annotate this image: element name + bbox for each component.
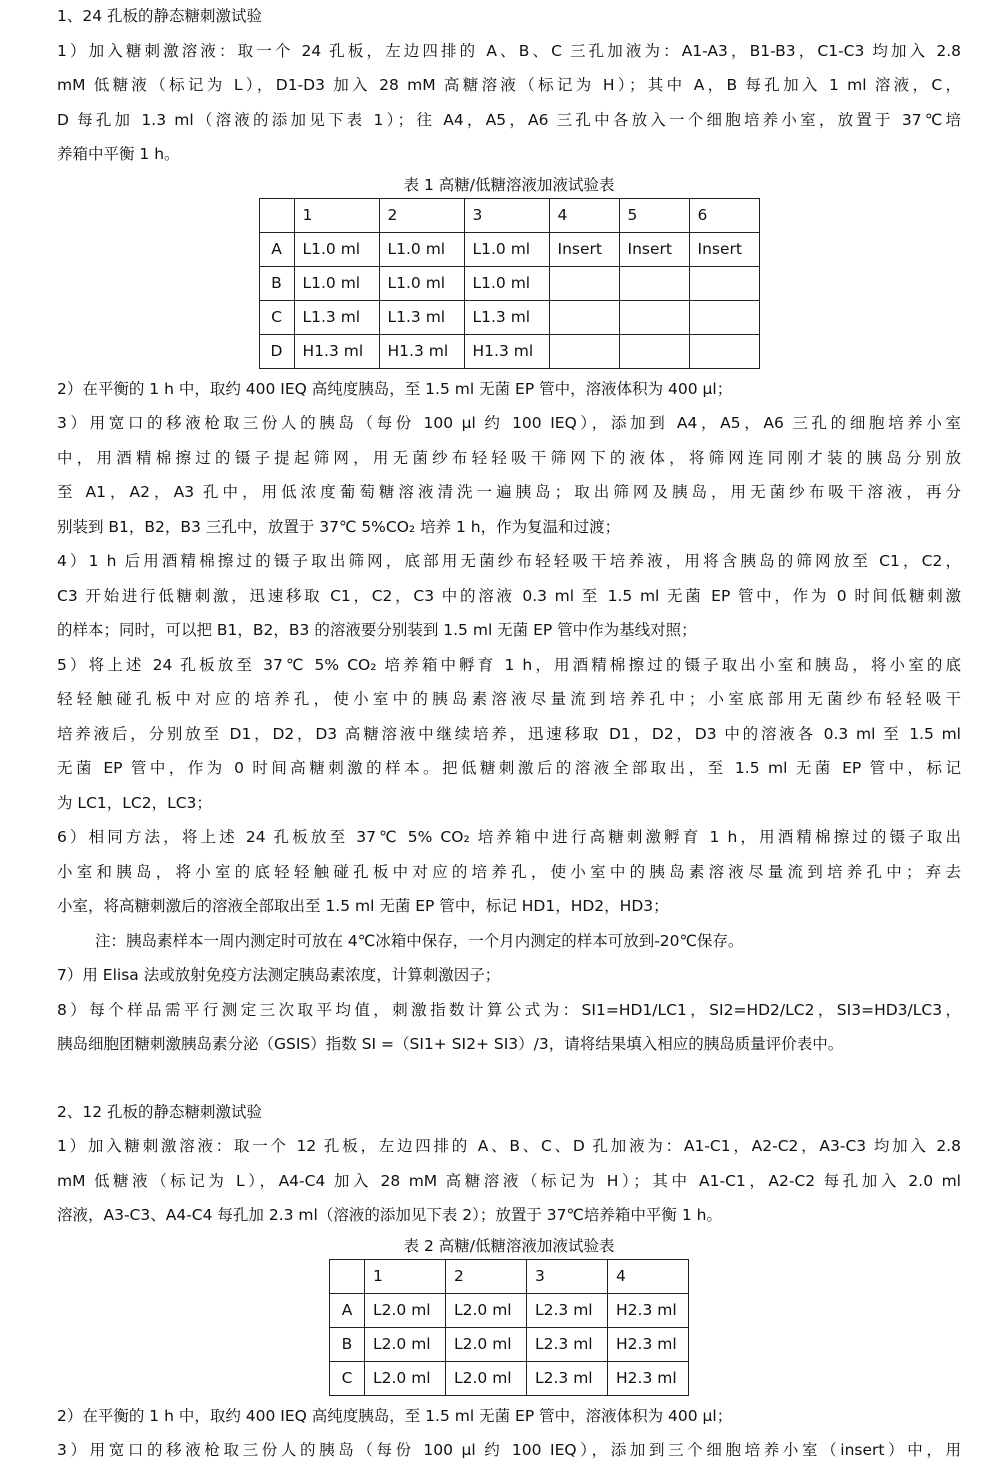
text-line: 4）1 h 后用酒精棉擦过的镊子取出筛网，底部用无菌纱布轻轻吸干培养液，用将含胰岛的筛网放至 C1，C2， xyxy=(57,552,961,570)
table-cell: H2.3 ml xyxy=(608,1293,689,1327)
column-header: 5 xyxy=(619,198,689,232)
storage-note: 注：胰岛素样本一周内测定时可放在 4℃冰箱中保存，一个月内测定的样本可放到-20℃保存。 xyxy=(95,931,744,950)
table-cell xyxy=(619,300,689,334)
table-cell: L1.0 ml xyxy=(464,232,549,266)
column-header: 3 xyxy=(527,1259,608,1293)
text-line: 1）加入糖刺激溶液：取一个 12 孔板，左边四排的 A、B、C、D 孔加液为：A1-C1，A2-C2，A3-C3 均加入 2.8 xyxy=(57,1137,961,1155)
table-cell: L2.0 ml xyxy=(365,1361,446,1395)
table-row xyxy=(259,266,759,300)
text-line: 的样本；同时，可以把 B1，B2，B3 的溶液要分别装到 1.5 ml 无菌 EP 管中作为基线对照； xyxy=(57,621,697,639)
table-header-row xyxy=(330,1259,689,1293)
section-1-step-3 xyxy=(57,406,961,544)
table-cell: L2.0 ml xyxy=(446,1361,527,1395)
table-cell: L2.0 ml xyxy=(446,1327,527,1361)
table-cell: L1.3 ml xyxy=(294,300,379,334)
row-header: B xyxy=(259,266,294,300)
table-cell: L1.0 ml xyxy=(379,232,464,266)
text-line: 至 A1，A2，A3 孔中，用低浓度葡萄糖溶液清洗一遍胰岛；取出筛网及胰岛，用无菌纱布吸干溶液，再分 xyxy=(57,483,961,501)
table-row xyxy=(330,1327,689,1361)
table-row xyxy=(330,1293,689,1327)
table-cell xyxy=(549,300,619,334)
table-cell xyxy=(689,266,759,300)
text-line: 胰岛细胞团糖刺激胰岛素分泌（GSIS）指数 SI =（SI1+ SI2+ SI3）/3，请将结果填入相应的胰岛质量评价表中。 xyxy=(57,1035,844,1053)
table-corner-cell xyxy=(330,1259,365,1293)
table-cell: Insert xyxy=(549,232,619,266)
table-row xyxy=(330,1361,689,1395)
column-header: 1 xyxy=(365,1259,446,1293)
text-line: 3）用宽口的移液枪取三份人的胰岛（每份 100 μl 约 100 IEQ），添加到 A4，A5，A6 三孔的细胞培养小室 xyxy=(57,414,961,432)
column-header: 2 xyxy=(379,198,464,232)
column-header: 6 xyxy=(689,198,759,232)
text-line: 6）相同方法，将上述 24 孔板放至 37℃ 5% CO₂ 培养箱中进行高糖刺激孵育 1 h，用酒精棉擦过的镊子取出 xyxy=(57,828,961,846)
text-line: 2）在平衡的 1 h 中，取约 400 IEQ 高纯度胰岛，至 1.5 ml 无菌 EP 管中，溶液体积为 400 μl； xyxy=(57,379,733,398)
section-1-step-7 xyxy=(57,958,961,993)
row-header: D xyxy=(259,334,294,368)
table-corner-cell xyxy=(259,198,294,232)
table-2 xyxy=(329,1259,689,1396)
table-cell: H1.3 ml xyxy=(379,334,464,368)
section-1-title: 1、24 孔板的静态糖刺激试验 xyxy=(57,7,263,25)
table-cell: L2.0 ml xyxy=(365,1293,446,1327)
text-line: D 每孔加 1.3 ml（溶液的添加见下表 1）；往 A4，A5，A6 三孔中各放入一个细胞培养小室，放置于 37℃培 xyxy=(57,110,961,129)
column-header: 2 xyxy=(446,1259,527,1293)
section-2-step-1 xyxy=(57,1129,961,1233)
table-cell: L1.0 ml xyxy=(294,232,379,266)
table-cell: L1.0 ml xyxy=(379,266,464,300)
table-row xyxy=(259,300,759,334)
table-row xyxy=(259,334,759,368)
column-header: 1 xyxy=(294,198,379,232)
text-line: 轻轻触碰孔板中对应的培养孔，使小室中的胰岛素溶液尽量流到培养孔中；小室底部用无菌纱布轻轻吸干 xyxy=(57,690,961,708)
text-line: 小室和胰岛，将小室的底轻轻触碰孔板中对应的培养孔，使小室中的胰岛素溶液尽量流到培养孔中；弃去 xyxy=(57,862,961,881)
column-header: 3 xyxy=(464,198,549,232)
table-cell: H1.3 ml xyxy=(294,334,379,368)
text-line: 溶液，A3-C3、A4-C4 每孔加 2.3 ml（溶液的添加见下表 2）；放置于 37℃培养箱中平衡 1 h。 xyxy=(57,1206,722,1224)
table-row xyxy=(259,232,759,266)
text-line: 小室，将高糖刺激后的溶液全部取出至 1.5 ml 无菌 EP 管中，标记 HD1，HD2，HD3； xyxy=(57,897,669,915)
section-2-step-3 xyxy=(57,1433,961,1468)
text-line: 7）用 Elisa 法或放射免疫方法测定胰岛素浓度，计算刺激因子； xyxy=(57,966,501,984)
table-cell: H2.3 ml xyxy=(608,1327,689,1361)
table-cell: L2.3 ml xyxy=(527,1361,608,1395)
text-line: 1）加入糖刺激溶液：取一个 24 孔板，左边四排的 A、B、C 三孔加液为：A1-A3，B1-B3，C1-C3 均加入 2.8 xyxy=(57,41,961,60)
text-line: 3）用宽口的移液枪取三份人的胰岛（每份 100 μl 约 100 IEQ），添加到三个细胞培养小室（insert）中，用 xyxy=(57,1441,961,1459)
table-cell: L2.0 ml xyxy=(446,1293,527,1327)
table-2-caption: 表 2 高糖/低糖溶液加液试验表 xyxy=(403,1236,615,1255)
table-cell: L1.0 ml xyxy=(464,266,549,300)
table-1 xyxy=(259,198,760,369)
row-header: A xyxy=(330,1293,365,1327)
document-page xyxy=(57,0,961,1468)
section-1-step-4 xyxy=(57,544,961,648)
section-2-step-2 xyxy=(57,1399,961,1434)
table-cell: L1.0 ml xyxy=(294,266,379,300)
section-1-step-2 xyxy=(57,372,961,407)
section-1-step-6 xyxy=(57,820,961,924)
section-2-title: 2、12 孔板的静态糖刺激试验 xyxy=(57,1102,263,1121)
table-cell: Insert xyxy=(689,232,759,266)
table-cell xyxy=(689,300,759,334)
table-cell xyxy=(689,334,759,368)
table-header-row xyxy=(259,198,759,232)
text-line: 2）在平衡的 1 h 中，取约 400 IEQ 高纯度胰岛，至 1.5 ml 无菌 EP 管中，溶液体积为 400 μl； xyxy=(57,1406,733,1425)
table-cell xyxy=(619,266,689,300)
row-header: C xyxy=(259,300,294,334)
column-header: 4 xyxy=(608,1259,689,1293)
text-line: 养箱中平衡 1 h。 xyxy=(57,145,180,163)
table-1-caption: 表 1 高糖/低糖溶液加液试验表 xyxy=(403,175,615,194)
table-cell xyxy=(549,266,619,300)
section-1-step-5 xyxy=(57,648,961,821)
table-cell xyxy=(549,334,619,368)
column-header: 4 xyxy=(549,198,619,232)
row-header: A xyxy=(259,232,294,266)
table-cell: H1.3 ml xyxy=(464,334,549,368)
text-line: C3 开始进行低糖刺激，迅速移取 C1，C2，C3 中的溶液 0.3 ml 至 1.5 ml 无菌 EP 管中，作为 0 时间低糖刺激 xyxy=(57,586,961,605)
text-line: 别装到 B1，B2，B3 三孔中，放置于 37℃ 5%CO₂ 培养 1 h，作为复温和过渡； xyxy=(57,517,621,536)
section-spacer xyxy=(57,1062,961,1095)
text-line: 无菌 EP 管中，作为 0 时间高糖刺激的样本。把低糖刺激后的溶液全部取出，至 1.5 ml 无菌 EP 管中，标记 xyxy=(57,759,961,777)
section-1-step-8 xyxy=(57,993,961,1062)
table-cell: Insert xyxy=(619,232,689,266)
table-cell: L2.3 ml xyxy=(527,1293,608,1327)
table-cell: L2.3 ml xyxy=(527,1327,608,1361)
table-cell: L1.3 ml xyxy=(379,300,464,334)
text-line: 8）每个样品需平行测定三次取平均值，刺激指数计算公式为：SI1=HD1/LC1，SI2=HD2/LC2，SI3=HD3/LC3， xyxy=(57,1000,961,1019)
table-cell: L2.0 ml xyxy=(365,1327,446,1361)
table-cell: H2.3 ml xyxy=(608,1361,689,1395)
table-cell: L1.3 ml xyxy=(464,300,549,334)
text-line: 为 LC1，LC2，LC3； xyxy=(57,793,212,812)
text-line: 中，用酒精棉擦过的镊子提起筛网，用无菌纱布轻轻吸干筛网下的液体，将筛网连同刚才装的胰岛分别放 xyxy=(57,448,961,467)
text-line: mM 低糖液（标记为 L），A4-C4 加入 28 mM 高糖溶液（标记为 H）；其中 A1-C1，A2-C2 每孔加入 2.0 ml xyxy=(57,1171,961,1190)
row-header: B xyxy=(330,1327,365,1361)
text-line: 5）将上述 24 孔板放至 37℃ 5% CO₂ 培养箱中孵育 1 h，用酒精棉擦过的镊子取出小室和胰岛，将小室的底 xyxy=(57,655,961,674)
text-line: mM 低糖液（标记为 L），D1-D3 加入 28 mM 高糖溶液（标记为 H）；其中 A，B 每孔加入 1 ml 溶液，C， xyxy=(57,76,961,94)
text-line: 培养液后，分别放至 D1，D2，D3 高糖溶液中继续培养，迅速移取 D1，D2，D3 中的溶液各 0.3 ml 至 1.5 ml xyxy=(57,724,961,743)
section-1-step-1 xyxy=(57,34,961,172)
table-cell xyxy=(619,334,689,368)
row-header: C xyxy=(330,1361,365,1395)
